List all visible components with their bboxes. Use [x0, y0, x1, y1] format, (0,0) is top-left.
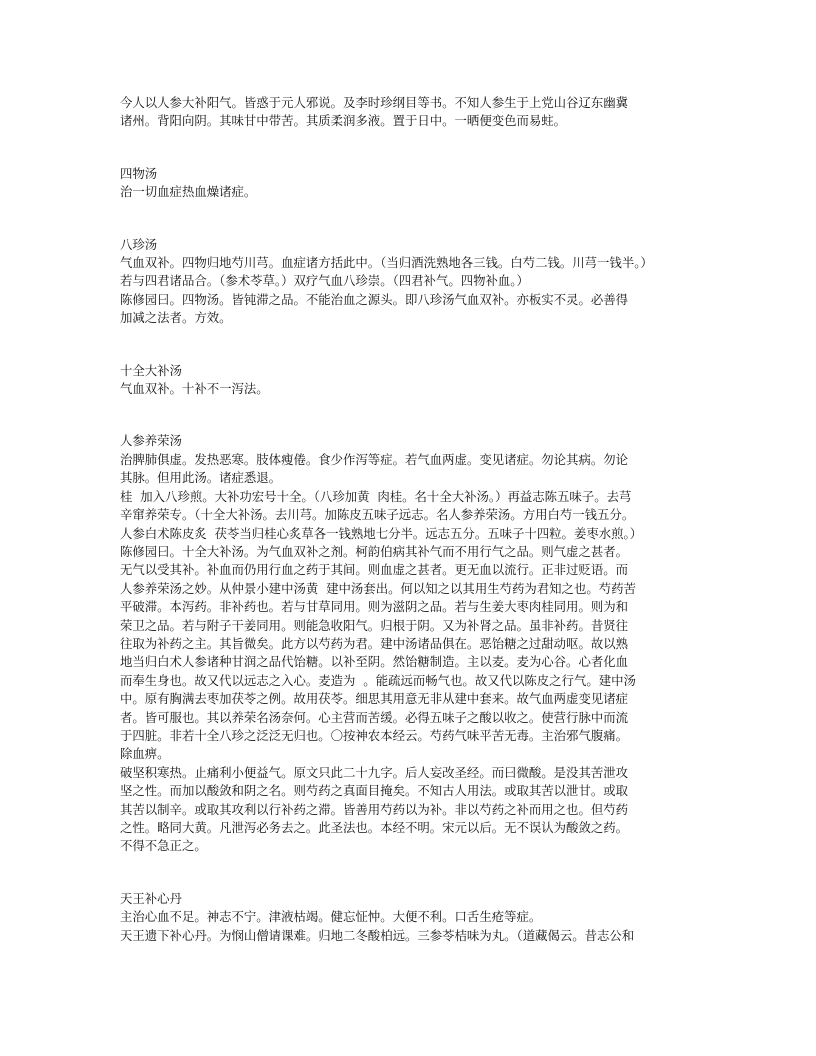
- text-line: 破坚积寒热。止痛利小便益气。原文只此二十九字。后人妄改圣经。而曰微酸。是没其苦泄攻: [120, 764, 629, 780]
- text-line: 往取为补药之主。其旨微矣。此方以芍药为君。建中汤诸品俱在。恶饴糖之过甜动呕。故以熟: [120, 635, 629, 651]
- section-bazhentang: [120, 236, 696, 328]
- text-line: 地当归白术人参诸种甘润之品代饴糖。以补至阴。然饴糖制造。主以麦。麦为心谷。心者化血: [120, 654, 629, 670]
- text-line: 其苦以制辛。或取其攻利以行补药之滞。皆善用芍药以为补。非以芍药之补而用之也。但芍药: [120, 801, 629, 817]
- text-line: 若与四君诸品合。（参术苓草。）双疗气血八珍崇。（四君补气。四物补血。）: [120, 273, 529, 289]
- section-title: 八珍汤: [120, 236, 158, 252]
- section-siwutang: [120, 165, 696, 202]
- text-line: 平破滞。本泻药。非补药也。若与甘草同用。则为滋阴之品。若与生姜大枣肉桂同用。则为和: [120, 599, 629, 615]
- document-page: [120, 94, 696, 945]
- text-line: 今人以人参大补阳气。皆惑于元人邪说。及李时珍纲目等书。不知人参生于上党山谷辽东幽冀: [120, 95, 629, 110]
- intro-paragraph: [120, 94, 696, 131]
- text-line: 人参养荣汤之妙。从仲景小建中汤黄 建中汤套出。何以知之以其用生芍药为君知之也。芍药苦: [120, 580, 636, 596]
- text-line: 于四脏。非若十全八珍之泛泛无归也。〇按神农本经云。芍药气味平苦无毒。主治邪气腹痛。: [120, 727, 629, 743]
- text-line: 无气以受其补。补血而仍用行血之药于其间。则血虚之甚者。更无血以流行。正非过贬语。而: [120, 562, 629, 578]
- section-renshenyangrongtang: [120, 432, 696, 855]
- text-line: 其脉。但用此汤。诸症悉退。: [120, 470, 282, 486]
- section-shiquandabutang: [120, 362, 696, 399]
- text-line: 天王遗下补心丹。为悯山僧请课难。归地二冬酸柏远。三参苓桔味为丸。（道藏偈云。昔志公和: [120, 927, 635, 943]
- text-line: 中。原有胸满去枣加茯苓之例。故用茯苓。细思其用意无非从建中套来。故气血两虚变见诸症: [120, 691, 629, 707]
- text-line: 陈修园曰。十全大补汤。为气血双补之剂。柯韵伯病其补气而不用行气之品。则气虚之甚者。: [120, 543, 629, 559]
- text-line: 人参白术陈皮炙 茯苓当归桂心炙草各一钱熟地七分半。远志五分。五味子十四粒。姜枣水煎。）: [120, 525, 643, 541]
- text-line: 而奉生身也。故又代以远志之入心。麦造为 。能疏远而畅气也。故又代以陈皮之行气。建中汤: [120, 672, 636, 688]
- text-line: 坚之性。而加以酸敛和阴之名。则芍药之真面目掩矣。不知古人用法。或取其苦以泄甘。或取: [120, 783, 629, 799]
- text-line: 主治心血不足。神志不宁。津液枯竭。健忘怔忡。大便不利。口舌生疮等症。: [120, 909, 542, 925]
- text-line: 诸州。背阳向阴。其味甘中带苦。其质柔润多液。置于日中。一晒便变色而易蛀。: [120, 113, 567, 129]
- section-tianwangbuxindan: [120, 890, 696, 945]
- text-line: 治脾肺俱虚。发热恶寒。肢体瘦倦。食少作泻等症。若气血两虚。变见诸症。勿论其病。勿论: [120, 451, 629, 467]
- text-line: 气血双补。十补不一泻法。: [120, 381, 269, 397]
- text-line: 陈修园曰。四物汤。皆钝滞之品。不能治血之源头。即八珍汤气血双补。亦板实不灵。必善得: [120, 291, 629, 307]
- text-line: 桂 加入八珍煎。大补功宏号十全。（八珍加黄 肉桂。名十全大补汤。）再益志陈五味子。去芎: [120, 488, 632, 504]
- text-line: 者。皆可服也。其以养荣名汤奈何。心主营而苦缓。必得五味子之酸以收之。使营行脉中而流: [120, 709, 629, 725]
- section-title: 四物汤: [120, 165, 158, 181]
- section-title: 天王补心丹: [120, 890, 182, 906]
- text-line: 荣卫之品。若与附子干姜同用。则能急收阳气。归根于阴。又为补肾之品。虽非补药。昔贤往: [120, 617, 629, 633]
- text-line: 除血痹。: [120, 746, 170, 762]
- text-line: 气血双补。四物归地芍川芎。血症诸方括此中。（当归酒洗熟地各三钱。白芍二钱。川芎一钱半。）: [120, 255, 653, 271]
- text-line: 之性。略同大黄。凡泄泻必务去之。此圣法也。本经不明。宋元以后。无不误认为酸敛之药。: [120, 820, 629, 835]
- text-line: 辛窜养荣专。（十全大补汤。去川芎。加陈皮五味子远志。名人参养荣汤。方用白芍一钱五分。: [120, 507, 635, 523]
- text-line: 不得不急正之。: [120, 838, 207, 854]
- text-line: 加减之法者。方效。: [120, 310, 232, 326]
- section-title: 人参养荣汤: [120, 433, 182, 449]
- text-line: 治一切血症热血燥诸症。: [120, 184, 257, 200]
- section-title: 十全大补汤: [120, 362, 182, 378]
